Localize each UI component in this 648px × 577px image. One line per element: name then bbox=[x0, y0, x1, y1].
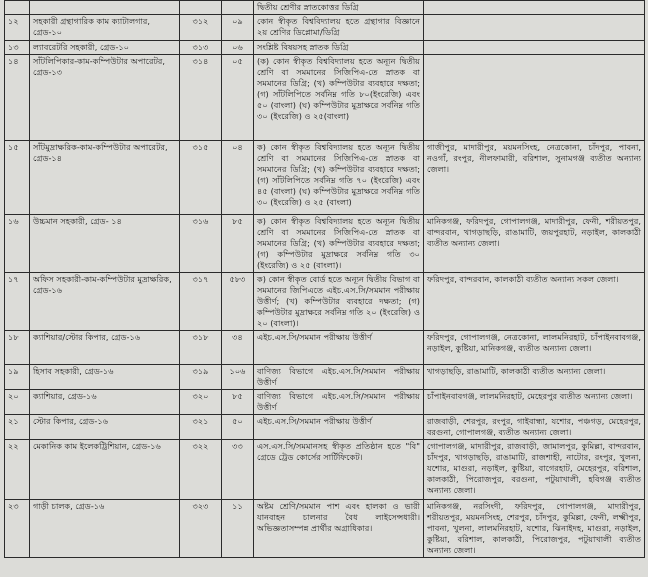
post-name: সাঁটমুদ্রাক্ষরিক-কাম-কম্পিউটার অপারেটর, গ্রেড-১৪ bbox=[30, 141, 180, 215]
post-code: ৩১২ bbox=[180, 15, 222, 41]
vacancy-count: ৮৫ bbox=[222, 390, 254, 415]
qualification: এইচ.এস.সি/সমমান পরীক্ষায় উত্তীর্ণ bbox=[254, 331, 424, 365]
vacancy-count: ১০৬ bbox=[222, 365, 254, 390]
post-name: উচ্চমান সহকারী, গ্রেড- ১৪ bbox=[30, 215, 180, 273]
table-row bbox=[5, 215, 645, 273]
qualification: ক) কোন স্বীকৃত বোর্ড হতে অন্যূন দ্বিতীয় বিভাগ বা সমমানের জিপিএতে এইচ.এস.সি/সমমান পরীক্ষায় উত্তীর্ণ; (খ) কম্পিউটার ব্যবহারে দক্ষতা; (গ) কম্পিউটার মুদ্রাক্ষরে সর্বনিম্ন গতি ২০ (ইংরেজি) ও ২০ (বাংলা)। bbox=[254, 273, 424, 331]
post-code: ৩২২ bbox=[180, 440, 222, 500]
post-code: ৩১৭ bbox=[180, 273, 222, 331]
excluded-districts: চাঁপাইনবাবগঞ্জ, লালমনিরহাট, মেহেরপুর ব্যতীত অন্যান্য জেলা। bbox=[424, 390, 645, 415]
vacancy-count: ১১ bbox=[222, 500, 254, 558]
serial-number: ২১ bbox=[5, 415, 30, 440]
serial-number: ১৬ bbox=[5, 215, 30, 273]
post-code: ৩১৩ bbox=[180, 41, 222, 55]
excluded-districts: গোপালগঞ্জ, মাদারীপুর, রাজবাড়ী, জামালপুর, কুমিল্লা, বান্দরবান, চাঁদপুর, খাগড়াছড়ি, রাঙামাটি, রাজশাহী, নাটোর, রংপুর, খুলনা, যশোর, মাগুরা, নড়াইল, কুষ্টিয়া, বাগেরহাট, মেহেরপুর, বরিশাল, কালকাঠী, পিরোজপুর, বরগুনা, পটুয়াখালী, হবিগঞ্জ ব্যতীত অন্যান্য জেলা। bbox=[424, 440, 645, 500]
excluded-districts: খাগড়াছড়ি, রাঙামাটি, কালকাঠী ব্যতীত অন্যান্য জেলা। bbox=[424, 365, 645, 390]
table-row bbox=[5, 365, 645, 390]
serial-number: ১৭ bbox=[5, 273, 30, 331]
vacancy-count: ৫০ bbox=[222, 415, 254, 440]
post-code: ৩১৪ bbox=[180, 55, 222, 141]
serial-number: ২২ bbox=[5, 440, 30, 500]
qualification: বাণিজ্য বিভাগে এইচ.এস.সি/সমমান পরীক্ষায় উত্তীর্ণ bbox=[254, 365, 424, 390]
excluded-districts: গাজীপুর, মাদারীপুর, ময়মনসিংহ, নেত্রকোনা, চাঁদপুর, পাবনা, নওগাঁ, রংপুর, নীলফামারী, বরিশাল, সুনামগঞ্জ ব্যতীত অন্যান্য জেলা। bbox=[424, 141, 645, 215]
vacancy-count: ০৯ bbox=[222, 15, 254, 41]
post-code: ৩২৩ bbox=[180, 500, 222, 558]
table-row bbox=[5, 390, 645, 415]
excluded-districts: রাজবাড়ী, শেরপুর, রংপুর, গাইবান্ধা, যশোর, পঞ্চগড়, মেহেরপুর, বরগুনা, গোপালগঞ্জ, ব্যতীত অন্যান্য জেলা। bbox=[424, 415, 645, 440]
excluded-districts: মানিকগঞ্জ, ফরিদপুর, গোপালগঞ্জ, মাদারীপুর, ফেনী, শরীয়তপুর, বান্দরবান, খাগড়াছড়ি, রাঙামাটি, জয়পুরহাট, নড়াইল, কালকাঠী ব্যতীত অন্যান্য জেলা। bbox=[424, 215, 645, 273]
vacancy-count: ৫৮৩ bbox=[222, 273, 254, 331]
qualification: (ক) কোন স্বীকৃত বিশ্ববিদ্যালয় হতে অন্যূন দ্বিতীয় শ্রেণি বা সমমানের সিজিপিএ-তে স্নাতক বা সমমানের ডিগ্রি; (খ) কম্পিউটার ব্যবহারে দক্ষতা; (গ) সাঁটলিপিতে সর্বনিম্ন গতি ৮০(ইংরেজি) এবং ৫০ (বাংলা) (ঘ) কম্পিউটার মুদ্রাক্ষরে সর্বনিম্ন গতি ৩০ (ইংরেজি) ও ২৫(বাংলা) bbox=[254, 55, 424, 141]
qualification: অষ্টম শ্রেণি/সমমান পাশ এবং হালকা ও ভারী যানবাহন চালনার বৈধ লাইসেন্সধারী। অভিজ্ঞতাসম্পন্ন প্রার্থীর অগ্রাধিকার। bbox=[254, 500, 424, 558]
vacancy-count: ৩৩ bbox=[222, 440, 254, 500]
vacancy-count: ০৬ bbox=[222, 41, 254, 55]
table-row bbox=[5, 415, 645, 440]
qualification: বাণিজ্য বিভাগে এইচ.এস.সি/সমমান পরীক্ষায় উত্তীর্ণ bbox=[254, 390, 424, 415]
excluded-districts bbox=[424, 15, 645, 41]
qualification: এইচ.এস.সি/সমমান পরীক্ষায় উত্তীর্ণ bbox=[254, 415, 424, 440]
excluded-districts bbox=[424, 55, 645, 141]
table-row bbox=[5, 273, 645, 331]
table-row bbox=[5, 440, 645, 500]
table-row bbox=[5, 15, 645, 41]
serial-number: ১৮ bbox=[5, 331, 30, 365]
post-code: ৩১৮ bbox=[180, 331, 222, 365]
excluded-districts bbox=[424, 41, 645, 55]
excluded-districts: মানিকগঞ্জ, নরসিংদী, ফরিদপুর, গোপালগঞ্জ, মাদারীপুর, শরীয়তপুর, ময়মনসিংহ, শেরপুর, চাঁদপুর, কুমিল্লা, ফেনী, লক্ষ্মীপুর, পাবনা, খুলনা, লালমনিরহাট, যশোর, ঝিনাইদহ, মাগুরা, নড়াইল, কুষ্টিয়া, বরিশাল, কালকাঠী, পিরোজপুর, পটুয়াখালী ব্যতীত অন্যান্য জেলা। bbox=[424, 500, 645, 558]
table-row bbox=[5, 41, 645, 55]
qualification: ক) কোন স্বীকৃত বিশ্ববিদ্যালয় হতে অন্যূন দ্বিতীয় শ্রেণি বা সমমানের সিজিপিএ-তে স্নাতক বা সমমানের ডিগ্রি; (খ) কম্পিউটার ব্যবহারে দক্ষতা; (গ) সাঁটলিপিতে সর্বনিম্ন গতি ৭০ (ইংরেজি) এবং ৪৫ (বাংলা) (ঘ) কম্পিউটার মুদ্রাক্ষরে সর্বনিম্ন গতি ৩০ (ইংরেজি) ও ২৫ (বাংলা) bbox=[254, 141, 424, 215]
excluded-districts: ফরিদপুর, গোপালগঞ্জ, নেত্রকোনা, লালমনিরহাট, চাঁপাইনবাবগঞ্জ, নড়াইল, কুষ্টিয়া, মানিকগঞ্জ, ব্যতীত অন্যান্য জেলা। bbox=[424, 331, 645, 365]
qualification: ক) কোন স্বীকৃত বিশ্ববিদ্যালয় হতে অন্যূন দ্বিতীয় শ্রেণি বা সমমানের সিজিপিএ-তে স্নাতক বা সমমানের ডিগ্রি; (খ) কম্পিউটার ব্যবহারে দক্ষতা;(গ) কম্পিউটার মুদ্রাক্ষরে সর্বনিম্ন গতি ৩০ (ইংরেজি) ও ২৫ (বাংলা)। bbox=[254, 215, 424, 273]
post-code: ৩১৬ bbox=[180, 215, 222, 273]
excluded-districts: ফরিদপুর, বান্দরবান, কালকাঠী ব্যতীত অন্যান্য সকল জেলা। bbox=[424, 273, 645, 331]
qualification: সংশ্লিষ্ট বিষয়সহ স্নাতক ডিগ্রি bbox=[254, 41, 424, 55]
post-code: ৩১৫ bbox=[180, 141, 222, 215]
serial-number: ২০ bbox=[5, 390, 30, 415]
vacancy-count: ৩৪ bbox=[222, 331, 254, 365]
serial-number: ২৩ bbox=[5, 500, 30, 558]
post-name: হিসাব সহকারী, গ্রেড-১৬ bbox=[30, 365, 180, 390]
serial-number: ১২ bbox=[5, 15, 30, 41]
table-row bbox=[5, 141, 645, 215]
vacancy-count: ৮৫ bbox=[222, 215, 254, 273]
qualification: কোন স্বীকৃত বিশ্ববিদ্যালয় হতে গ্রন্থাগার বিজ্ঞানে ২য় শ্রেণির ডিপ্লোমা/ডিগ্রি bbox=[254, 15, 424, 41]
table-row bbox=[5, 55, 645, 141]
post-name: সহকারী গ্রন্থাগারিক কাম ক্যাটালগার, গ্রেড-১০ bbox=[30, 15, 180, 41]
top-fragment-text: দ্বিতীয় শ্রেণীর স্নাতকোত্তর ডিগ্রি bbox=[254, 1, 424, 15]
post-code: ৩১৯ bbox=[180, 365, 222, 390]
qualification: এস.এস.সি/সমমানসহ স্বীকৃত প্রতিষ্ঠান হতে "বি" গ্রেডে ট্রেড কোর্সের সার্টিফিকেট। bbox=[254, 440, 424, 500]
serial-number: ১৫ bbox=[5, 141, 30, 215]
post-name: মেকানিক কাম ইলেকট্রিশিয়ান, গ্রেড-১৬ bbox=[30, 440, 180, 500]
serial-number: ১৩ bbox=[5, 41, 30, 55]
job-vacancy-table bbox=[4, 0, 645, 558]
post-name: সাঁটলিপিকার-কাম-কম্পিউটার অপারেটর, গ্রেড-১৩ bbox=[30, 55, 180, 141]
post-name: অফিস সহকারী-কাম-কম্পিউটার মুদ্রাক্ষরিক, গ্রেড-১৬ bbox=[30, 273, 180, 331]
post-name: স্টোর কিপার, গ্রেড-১৬ bbox=[30, 415, 180, 440]
serial-number: ১৪ bbox=[5, 55, 30, 141]
serial-number: ১৯ bbox=[5, 365, 30, 390]
post-name: ক্যাশিয়ার, গ্রেড-১৬ bbox=[30, 390, 180, 415]
vacancy-count: ০৪ bbox=[222, 141, 254, 215]
table-row bbox=[5, 331, 645, 365]
post-name: ল্যাবরেটরি সহকারী, গ্রেড-১০ bbox=[30, 41, 180, 55]
top-fragment-row bbox=[5, 1, 645, 15]
vacancy-count: ০৫ bbox=[222, 55, 254, 141]
post-name: ক্যাশিয়ার/স্টোর কিপার, গ্রেড-১৬ bbox=[30, 331, 180, 365]
post-name: গাড়ী চালক, গ্রেড-১৬ bbox=[30, 500, 180, 558]
table-row bbox=[5, 500, 645, 558]
post-code: ৩২০ bbox=[180, 390, 222, 415]
post-code: ৩২১ bbox=[180, 415, 222, 440]
